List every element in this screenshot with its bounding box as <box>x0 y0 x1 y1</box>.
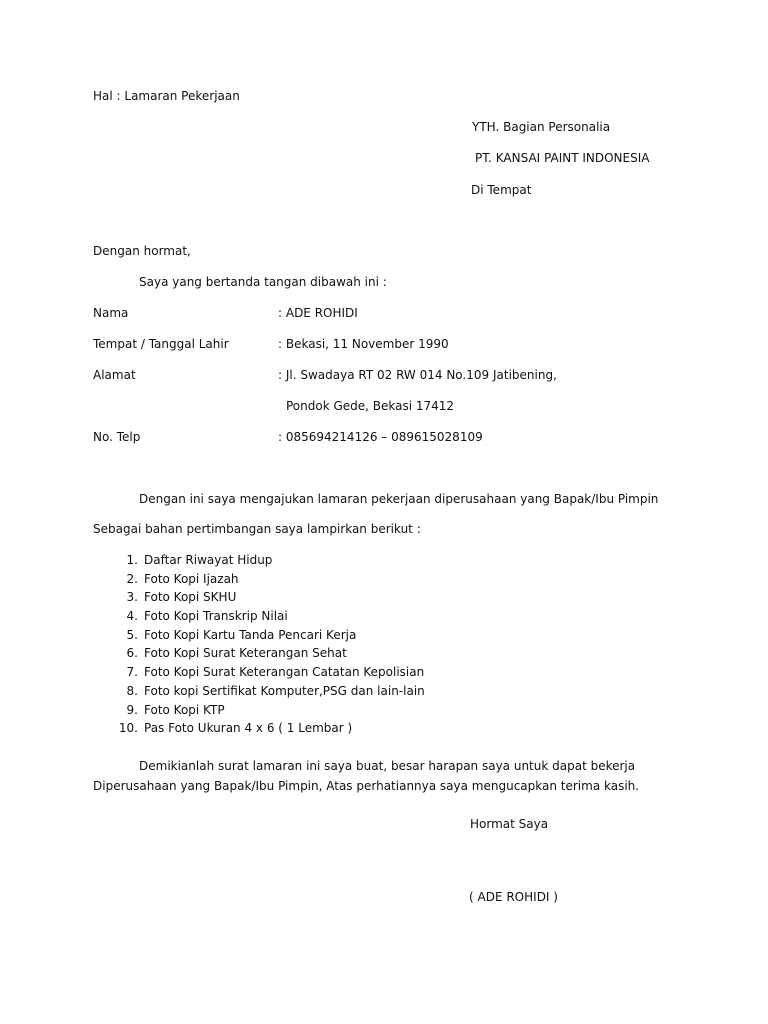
closing-line-2: Diperusahaan yang Bapak/Ibu Pimpin, Atas perhatiannya saya mengucapkan terima kasih. <box>93 779 640 793</box>
letter-subject: Hal : Lamaran Pekerjaan <box>93 89 240 103</box>
intro-text: Saya yang bertanda tangan dibawah ini : <box>139 275 387 289</box>
list-item <box>116 720 425 739</box>
address-value-line-2: Pondok Gede, Bekasi 17412 <box>286 399 455 413</box>
list-item <box>116 683 425 702</box>
list-item-text: Foto kopi Sertifikat Komputer,PSG dan lain-lain <box>144 683 425 698</box>
list-item-number: 10. <box>118 721 138 736</box>
recipient-line-3: Di Tempat <box>471 183 532 197</box>
list-item-number: 6. <box>126 646 138 661</box>
list-item <box>116 589 425 608</box>
birth-label: Tempat / Tanggal Lahir <box>93 337 229 351</box>
list-item-number: 5. <box>126 627 138 642</box>
list-item-number: 4. <box>126 609 138 624</box>
closing-line-1: Demikianlah surat lamaran ini saya buat, besar harapan saya untuk dapat bekerja <box>139 759 636 773</box>
name-label: Nama <box>93 306 129 320</box>
greeting: Dengan hormat, <box>93 244 191 258</box>
birth-value: : Bekasi, 11 November 1990 <box>278 337 449 351</box>
list-item <box>116 645 425 664</box>
list-item-number: 8. <box>126 683 138 698</box>
list-item <box>116 627 425 646</box>
list-item-text: Foto Kopi Surat Keterangan Sehat <box>144 646 347 661</box>
list-item <box>116 664 425 683</box>
name-value: : ADE ROHIDI <box>278 306 358 320</box>
list-item-number: 9. <box>126 702 138 717</box>
attachment-list <box>116 552 425 739</box>
phone-value: : 085694214126 – 089615028109 <box>278 430 483 444</box>
list-item <box>116 552 425 571</box>
list-item-text: Foto Kopi Ijazah <box>144 571 239 586</box>
recipient-line-2: PT. KANSAI PAINT INDONESIA <box>475 151 650 165</box>
body-line-1: Dengan ini saya mengajukan lamaran pekerjaan diperusahaan yang Bapak/Ibu Pimpin <box>139 492 659 506</box>
address-label: Alamat <box>93 368 136 382</box>
list-item-text: Pas Foto Ukuran 4 x 6 ( 1 Lembar ) <box>144 721 353 736</box>
list-item-number: 1. <box>126 553 138 567</box>
list-item-number: 7. <box>126 665 138 680</box>
list-item <box>116 571 425 590</box>
list-item-number: 2. <box>126 571 138 586</box>
signature-name: ( ADE ROHIDI ) <box>469 890 558 904</box>
list-item-text: Foto Kopi SKHU <box>144 590 237 605</box>
list-item-text: Foto Kopi Surat Keterangan Catatan Kepolisian <box>144 665 425 680</box>
list-item-text: Foto Kopi KTP <box>144 702 225 717</box>
list-item <box>116 608 425 627</box>
sign-off: Hormat Saya <box>470 817 549 831</box>
body-line-2: Sebagai bahan pertimbangan saya lampirkan berikut : <box>93 522 421 536</box>
list-item <box>116 702 425 721</box>
list-item-number: 3. <box>126 590 138 605</box>
phone-label: No. Telp <box>93 430 141 444</box>
list-item-text: Foto Kopi Transkrip Nilai <box>144 609 288 624</box>
list-item-text: Daftar Riwayat Hidup <box>144 553 273 567</box>
list-item-text: Foto Kopi Kartu Tanda Pencari Kerja <box>144 627 357 642</box>
address-value-line-1: : Jl. Swadaya RT 02 RW 014 No.109 Jatibening, <box>278 368 557 382</box>
recipient-line-1: YTH. Bagian Personalia <box>472 120 611 134</box>
